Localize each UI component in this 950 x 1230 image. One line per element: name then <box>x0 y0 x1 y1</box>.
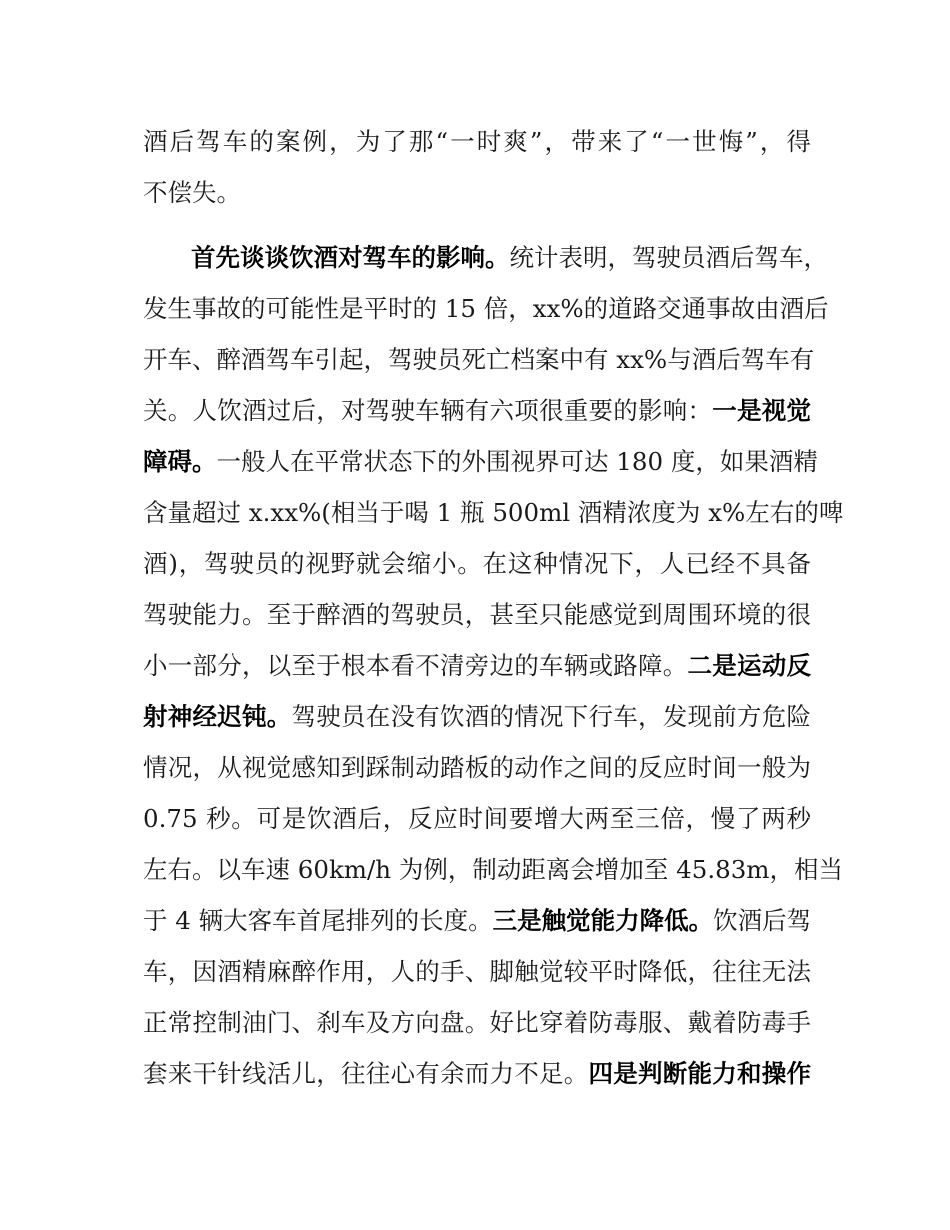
text-run: 左右。以车速 60km/h 为例，制动距离会增加至 45.83m，相当 <box>143 855 844 884</box>
text-run: 情况，从视觉感知到踩制动踏板的动作之间的反应时间一般为 <box>143 753 811 782</box>
bold-heading-run: 二是运动反 <box>687 651 811 680</box>
paragraph-2-line-17 <box>143 1054 811 1094</box>
paragraph-2-line-16 <box>143 1003 811 1043</box>
paragraph-2-line-8 <box>143 595 811 635</box>
bold-heading-run: 四是判断能力和操作 <box>588 1059 811 1088</box>
bold-heading-run: 首先谈谈饮酒对驾车的影响。 <box>191 243 510 272</box>
paragraph-2-line-1 <box>191 238 828 278</box>
paragraph-2-line-7 <box>143 544 811 584</box>
bold-heading-run: 射神经迟钝。 <box>143 702 292 731</box>
bold-heading-run: 一是视觉 <box>712 396 811 425</box>
text-run: 套来干针线活儿，往往心有余而力不足。 <box>143 1059 589 1088</box>
paragraph-2-line-5 <box>143 442 818 482</box>
bold-heading-run: 障碍。 <box>143 447 217 476</box>
paragraph-1-line-1 <box>143 122 811 162</box>
text-run: 小一部分，以至于根本看不清旁边的车辆或路障。 <box>143 651 688 680</box>
paragraph-1-line-2 <box>143 173 241 213</box>
bold-heading-run: 三是触觉能力降低。 <box>492 906 714 935</box>
paragraph-2-line-12 <box>143 799 811 839</box>
text-run: 驾驶能力。至于醉酒的驾驶员，甚至只能感觉到周围环境的很 <box>143 600 811 629</box>
paragraph-2-line-9 <box>143 646 811 686</box>
text-run: 酒)，驾驶员的视野就会缩小。在这种情况下，人已经不具备 <box>143 549 811 578</box>
text-run: 酒后驾车的案例，为了那“一时爽”，带来了“一世悔”，得 <box>143 127 811 156</box>
text-run: 一般人在平常状态下的外围视界可达 180 度，如果酒精 <box>216 447 818 476</box>
paragraph-2-line-3 <box>143 340 815 380</box>
text-run: 统计表明，驾驶员酒后驾车， <box>509 243 828 272</box>
paragraph-2-line-13 <box>143 850 844 890</box>
paragraph-2-line-10 <box>143 697 811 737</box>
paragraph-2-line-6 <box>143 493 844 533</box>
paragraph-2-line-4 <box>143 391 811 431</box>
text-run: 不偿失。 <box>143 178 241 207</box>
text-run: 饮酒后驾 <box>713 906 812 935</box>
paragraph-2-line-15 <box>143 952 811 992</box>
text-run: 车，因酒精麻醉作用，人的手、脚触觉较平时降低，往往无法 <box>143 957 811 986</box>
text-run: 开车、醉酒驾车引起，驾驶员死亡档案中有 xx%与酒后驾车有 <box>143 345 815 374</box>
text-run: 驾驶员在没有饮酒的情况下行车，发现前方危险 <box>291 702 811 731</box>
text-run: 于 4 辆大客车首尾排列的长度。 <box>143 906 493 935</box>
text-run: 正常控制油门、刹车及方向盘。好比穿着防毒服、戴着防毒手 <box>143 1008 811 1037</box>
text-run: 含量超过 x.xx%(相当于喝 1 瓶 500ml 酒精浓度为 x%左右的啤 <box>143 498 844 527</box>
text-run: 关。人饮酒过后，对驾驶车辆有六项很重要的影响： <box>143 396 713 425</box>
text-run: 0.75 秒。可是饮酒后，反应时间要增大两至三倍，慢了两秒 <box>143 804 811 833</box>
text-run: 发生事故的可能性是平时的 15 倍，xx%的道路交通事故由酒后 <box>143 294 829 323</box>
paragraph-2-line-2 <box>143 289 829 329</box>
paragraph-2-line-14 <box>143 901 811 941</box>
paragraph-2-line-11 <box>143 748 811 788</box>
